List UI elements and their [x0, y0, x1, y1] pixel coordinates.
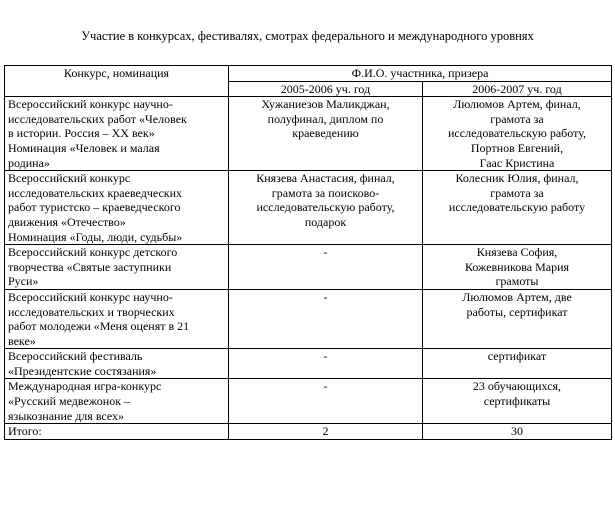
cell-text-line: Князева София, — [476, 245, 558, 260]
cell-year-2005-2006 — [229, 245, 423, 290]
cell-year-2006-2007 — [423, 289, 612, 348]
cell-text-line: Всероссийский конкурс — [8, 171, 131, 186]
cell-year-2005-2006 — [229, 97, 423, 171]
cell-text-line: движения «Отечество» — [8, 214, 126, 229]
cell-text-line: «Президентские состязания» — [8, 363, 157, 378]
cell-year-2006-2007 — [423, 379, 612, 424]
cell-text-line: грамоты — [495, 274, 539, 289]
cell-text-line: в истории. Россия – XX век» — [8, 126, 155, 141]
cell-text-line: - — [323, 245, 328, 260]
cell-year-2005-2006 — [229, 424, 423, 440]
cell-text-line: творчества «Святые заступники — [8, 259, 172, 274]
cell-text-line: Портнов Евгений, — [470, 140, 564, 155]
cell-text-line: Люлюмов Артем, две — [462, 289, 572, 304]
cell-contest — [5, 379, 229, 424]
cell-text-line: веке» — [8, 333, 36, 348]
cell-text-line: исследовательскую работу, — [448, 126, 586, 141]
cell-text-line: Гаас Кристина — [479, 155, 555, 170]
cell-contest — [5, 171, 229, 245]
cell-contest — [5, 289, 229, 348]
cell-text-line: Князева Анастасия, финал, — [256, 171, 395, 186]
table-row — [5, 349, 612, 379]
cell-text-line: подарок — [304, 214, 347, 229]
table-row — [5, 245, 612, 290]
cell-text-line: сертификаты — [483, 394, 551, 409]
cell-text-line: Номинация «Человек и малая — [8, 140, 160, 155]
cell-year-2006-2007 — [423, 245, 612, 290]
cell-text-line: Международная игра-конкурс — [8, 379, 162, 394]
cell-text-line: Хужаниезов Маликджан, — [261, 97, 390, 112]
cell-year-2005-2006 — [229, 379, 423, 424]
table-row — [5, 97, 612, 171]
cell-year-2006-2007 — [423, 171, 612, 245]
cell-text-line: родина» — [8, 155, 50, 170]
cell-text-line: 2 — [322, 424, 329, 439]
cell-year-2006-2007 — [423, 97, 612, 171]
cell-text-line: полуфинал, диплом по — [267, 111, 384, 126]
total-row — [5, 424, 612, 440]
header-year-2006-2007: 2006-2007 уч. год — [423, 81, 612, 97]
cell-text-line: грамота за — [490, 111, 544, 126]
cell-contest — [5, 424, 229, 440]
cell-year-2005-2006 — [229, 349, 423, 379]
cell-text-line: работ молодежи «Меня оценят в 21 — [8, 319, 190, 334]
cell-text-line: исследовательских краеведческих — [8, 185, 183, 200]
cell-text-line: Итого: — [8, 424, 42, 439]
cell-text-line: Кожевникова Мария — [464, 259, 570, 274]
cell-text-line: краеведению — [292, 126, 359, 141]
cell-text-line: Колесник Юлия, финал, — [455, 171, 579, 186]
cell-year-2005-2006 — [229, 171, 423, 245]
cell-contest — [5, 97, 229, 171]
table-row — [5, 379, 612, 424]
cell-text-line: Всероссийский фестиваль — [8, 349, 143, 364]
cell-text-line: - — [323, 349, 328, 364]
cell-contest — [5, 245, 229, 290]
cell-text-line: - — [323, 379, 328, 394]
cell-text-line: грамота за — [490, 185, 544, 200]
cell-text-line: языкознание для всех» — [8, 408, 125, 423]
cell-text-line: работ туристско – краеведческого — [8, 200, 181, 215]
table-body — [5, 97, 612, 440]
cell-year-2006-2007 — [423, 424, 612, 440]
table-header — [5, 66, 612, 97]
cell-text-line: - — [323, 289, 328, 304]
cell-text-line: Всероссийский конкурс детского — [8, 245, 178, 260]
cell-text-line: Всероссийский конкурс научно- — [8, 289, 173, 304]
cell-text-line: исследовательских и творческих — [8, 304, 175, 319]
document-title: Участие в конкурсах, фестивалях, смотрах федерального и международного уровнях — [81, 29, 534, 43]
awards-table — [4, 65, 612, 440]
cell-text-line: Всероссийский конкурс научно- — [8, 97, 173, 112]
cell-year-2006-2007 — [423, 349, 612, 379]
cell-text-line: сертификат — [487, 349, 547, 364]
header-row-top — [5, 66, 612, 82]
table-row — [5, 289, 612, 348]
cell-text-line: работы, сертификат — [466, 304, 568, 319]
cell-text-line: 30 — [511, 424, 523, 439]
cell-text-line: Люлюмов Артем, финал, — [453, 97, 581, 112]
table-row — [5, 171, 612, 245]
cell-text-line: 23 обучающихся, — [472, 379, 562, 394]
cell-text-line: «Русский медвежонок – — [8, 394, 131, 409]
cell-text-line: исследовательских работ «Человек — [8, 111, 187, 126]
cell-contest — [5, 349, 229, 379]
cell-text-line: Руси» — [8, 274, 39, 289]
cell-text-line: грамота за поисково- — [271, 185, 380, 200]
cell-text-line: исследовательскую работу — [448, 200, 586, 215]
header-participant: Ф.И.О. участника, призера — [229, 66, 612, 82]
cell-text-line: исследовательскую работу, — [256, 200, 395, 215]
header-contest: Конкурс, номинация — [5, 66, 229, 97]
cell-year-2005-2006 — [229, 289, 423, 348]
header-year-2005-2006: 2005-2006 уч. год — [229, 81, 423, 97]
cell-text-line: Номинация «Годы, люди, судьбы» — [8, 229, 183, 244]
